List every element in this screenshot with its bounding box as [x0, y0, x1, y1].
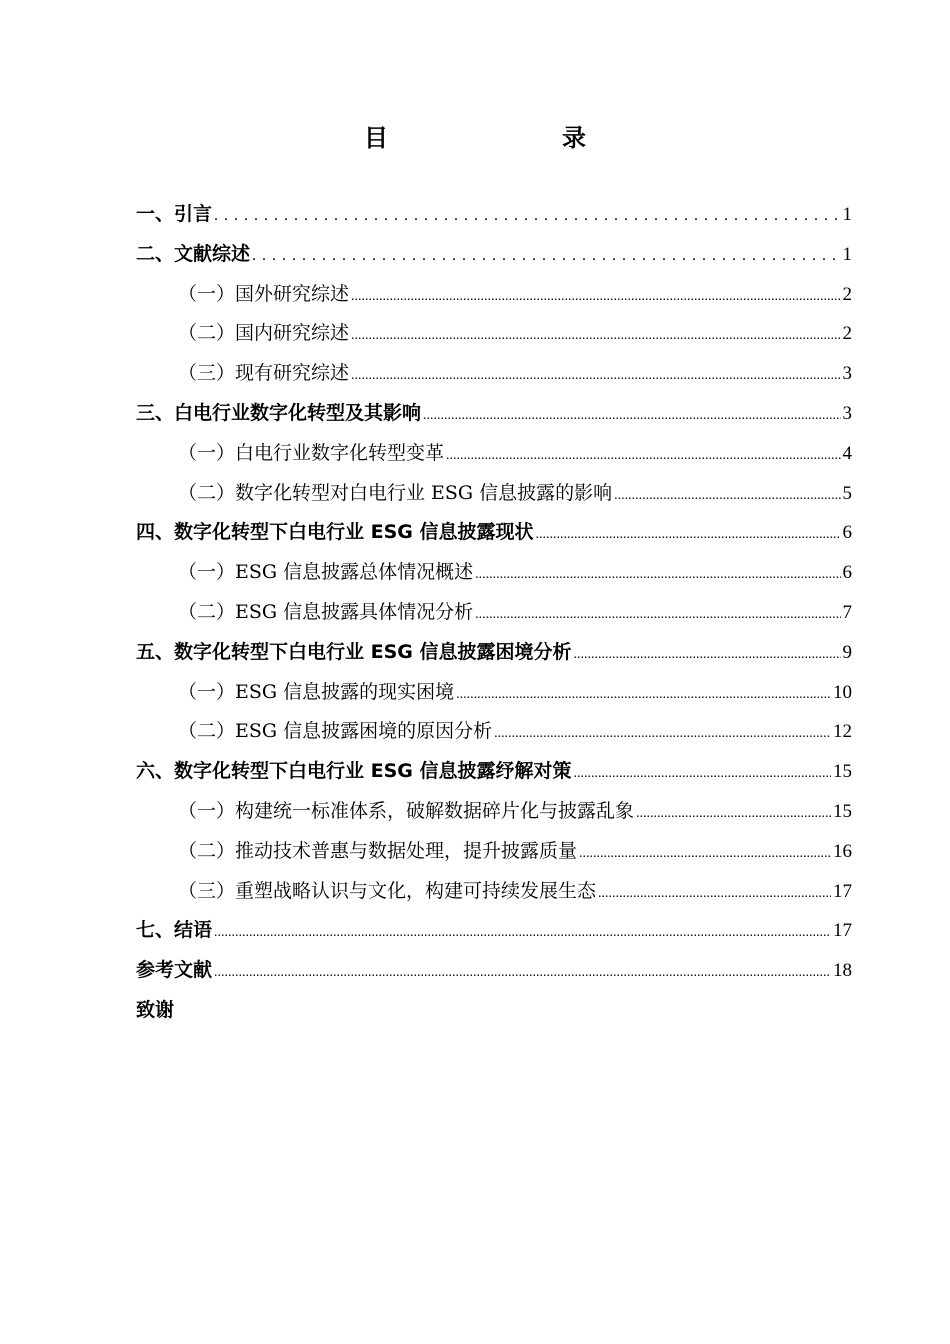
toc-entry[interactable]	[136, 792, 852, 832]
toc-page-number: 2	[842, 323, 852, 345]
toc-entry[interactable]	[136, 633, 852, 673]
toc-entry[interactable]	[136, 513, 852, 553]
toc-entry-label: 四、数字化转型下白电行业 ESG 信息披露现状	[136, 521, 534, 544]
toc-entry-label: 二、文献综述	[136, 242, 251, 265]
toc-entry-label: （一）白电行业数字化转型变革	[178, 441, 445, 464]
toc-page-number: 10	[833, 681, 852, 703]
toc-entry-label: （二）国内研究综述	[178, 322, 350, 345]
toc-page-number: 15	[833, 800, 852, 822]
toc-dot-leader	[214, 953, 831, 993]
toc-entry[interactable]	[136, 991, 852, 1031]
toc-dot-leader	[494, 714, 831, 754]
toc-entry[interactable]	[136, 275, 852, 315]
toc-dot-leader	[351, 277, 840, 317]
toc-entry-label: （二）ESG 信息披露困境的原因分析	[178, 720, 493, 743]
toc-dot-leader	[579, 834, 831, 874]
toc-entry-label: 六、数字化转型下白电行业 ESG 信息披露纾解对策	[136, 760, 572, 783]
toc-entry[interactable]	[136, 712, 852, 752]
toc-entry[interactable]	[136, 673, 852, 713]
toc-entry-label: （三）重塑战略认识与文化，构建可持续发展生态	[178, 879, 597, 902]
toc-entry[interactable]	[136, 553, 852, 593]
toc-entry[interactable]	[136, 593, 852, 633]
toc-dot-leader	[475, 595, 840, 635]
toc-entry[interactable]	[136, 235, 852, 275]
toc-entry[interactable]	[136, 832, 852, 872]
toc-dot-leader	[636, 794, 831, 834]
toc-page-number: 6	[842, 562, 852, 584]
toc-dot-leader	[446, 436, 840, 476]
toc-entry-label: （一）ESG 信息披露总体情况概述	[178, 561, 474, 584]
toc-entry[interactable]	[136, 195, 852, 235]
toc-page-number: 1	[842, 204, 852, 225]
toc-entry-label: （二）ESG 信息披露具体情况分析	[178, 600, 474, 623]
toc-entry-label: （二）推动技术普惠与数据处理，提升披露质量	[178, 839, 578, 862]
toc-dot-leader	[351, 316, 840, 356]
toc-page-number: 12	[833, 721, 852, 743]
table-of-contents	[136, 195, 852, 1031]
toc-entry-label: （一）国外研究综述	[178, 282, 350, 305]
toc-dot-leader	[475, 555, 840, 595]
toc-dot-leader	[536, 515, 841, 555]
toc-page-number: 7	[842, 601, 852, 623]
toc-entry-label: 三、白电行业数字化转型及其影响	[136, 401, 422, 424]
toc-entry[interactable]	[136, 314, 852, 354]
toc-entry-label: 致谢	[136, 998, 175, 1021]
toc-entry[interactable]	[136, 752, 852, 792]
toc-entry[interactable]	[136, 354, 852, 394]
toc-dot-leader	[574, 754, 832, 794]
toc-dot-leader	[456, 675, 831, 715]
toc-dot-leader	[423, 396, 840, 436]
toc-entry-label: （一）构建统一标准体系，破解数据碎片化与披露乱象	[178, 799, 635, 822]
toc-entry[interactable]	[136, 434, 852, 474]
toc-page-number: 1	[842, 243, 852, 265]
toc-page-number: 4	[842, 442, 852, 464]
toc-entry[interactable]	[136, 474, 852, 514]
toc-entry-label: （一）ESG 信息披露的现实困境	[178, 680, 455, 703]
toc-dot-leader	[252, 236, 840, 276]
toc-dot-leader	[574, 635, 841, 675]
toc-page-number: 17	[833, 880, 852, 902]
toc-entry-label: （三）现有研究综述	[178, 362, 350, 385]
toc-dot-leader	[214, 913, 831, 953]
toc-entry[interactable]	[136, 951, 852, 991]
toc-entry[interactable]	[136, 911, 852, 951]
toc-entry[interactable]	[136, 872, 852, 912]
toc-dot-leader	[351, 356, 840, 396]
toc-entry-label: 参考文献	[136, 959, 213, 982]
toc-dot-leader	[214, 196, 840, 236]
toc-page-number: 6	[842, 522, 852, 544]
toc-page-number: 15	[833, 761, 852, 783]
toc-page-number: 9	[842, 641, 852, 663]
toc-entry-label: 七、结语	[136, 919, 213, 942]
toc-entry-label: （二）数字化转型对白电行业 ESG 信息披露的影响	[178, 481, 613, 504]
toc-page-number: 3	[842, 363, 852, 385]
toc-dot-leader	[614, 476, 840, 516]
toc-page-number: 2	[842, 283, 852, 305]
toc-page-number: 3	[842, 402, 852, 424]
toc-title: 目 录	[364, 124, 628, 152]
toc-dot-leader	[598, 874, 831, 914]
toc-entry-label: 一、引言	[136, 203, 213, 225]
toc-page-number: 17	[833, 920, 852, 942]
toc-page-number: 16	[833, 840, 852, 862]
toc-entry[interactable]	[136, 394, 852, 434]
toc-page-number: 18	[833, 960, 852, 982]
toc-entry-label: 五、数字化转型下白电行业 ESG 信息披露困境分析	[136, 640, 572, 663]
toc-page-number: 5	[842, 482, 852, 504]
